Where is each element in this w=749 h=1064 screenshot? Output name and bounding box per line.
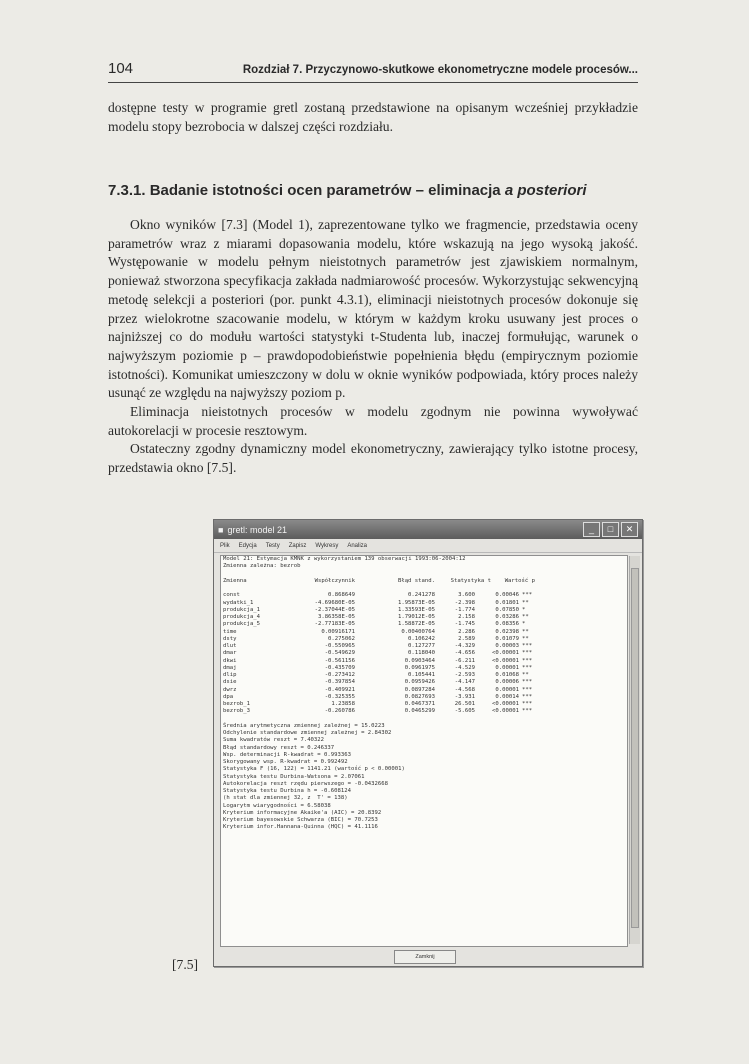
paragraph-1: Okno wyników [7.3] (Model 1), zaprezentowane tylko we fragmencie, przedstawia oceny parametrów wraz z miarami dopasowania modelu, które wskazują na jego wysoką jakość. Występowanie w modelu pełnym nieistotnych parametrów jest zjawiskiem normalnym, ponieważ stworzona specyfikacja zakłada nadmiarowość procesów. Wykorzystując sekwencyjną metodę selekcji a posteriori (por. punkt 4.3.1), eliminacji nieistotnych procesów dokonuje się przez wielokrotne szacowanie modelu, w którym w każdym kroku usuwany jest proces o najniższej co do modułu wartości statystyki t-Studenta lub, inaczej formułując, warunek o najwyższym poziomie p – prawdopodobieństwie popełnienia błędu (empirycznym poziomie istotności). Komunikat umieszczony w dolu w oknie wyników podpowiada, który proces należy usunąć ze względu na najwyższy poziom p. <box>108 217 638 401</box>
table-row: bezrob_1 1.23858 0.0467371 26.501 <0.00001 *** <box>223 701 533 707</box>
stat-line: Wsp. determinacji R-kwadrat = 0.993363 <box>223 751 351 758</box>
table-row: dmar -0.549629 0.118040 -4.656 <0.00001 *** <box>223 650 533 657</box>
figure-label: [7.5] <box>172 957 199 972</box>
table-row: produkcja_5 -2.77183E-05 1.58872E-05 -1.745 0.08356 * <box>223 621 526 628</box>
stat-line: (h stat dla zmiennej 32, z T' = 138) <box>223 795 348 802</box>
stat-line: Kryterium informacyjne Akaike'a (AIC) = 20.8392 <box>223 809 382 816</box>
window-titlebar[interactable] <box>214 520 642 539</box>
table-row: dlip -0.273412 0.105441 -2.593 0.01068 ** <box>223 672 529 678</box>
header-rule <box>108 82 638 83</box>
stat-line: Kryterium bayesowskie Schwarza (BIC) = 70.7253 <box>223 817 378 823</box>
model-output[interactable] <box>220 555 628 947</box>
gretl-model-window <box>213 519 643 967</box>
app-icon: ■ <box>218 524 224 535</box>
close-icon[interactable]: ✕ <box>621 522 638 537</box>
table-row: const 0.868649 0.241278 3.600 0.00046 *** <box>223 592 533 599</box>
stat-line: Logarytm wiarygodności = 6.58038 <box>223 802 331 809</box>
maximize-icon[interactable]: □ <box>602 522 619 537</box>
menu-item-edycja[interactable]: Edycja <box>238 542 257 549</box>
main-text <box>108 216 638 478</box>
table-row: dsty 0.275062 0.106242 2.589 0.01079 ** <box>223 635 529 642</box>
stat-line: Autokorelacja reszt rzędu pierwszego = -0.0432668 <box>223 780 389 787</box>
menu-item-testy[interactable]: Testy <box>265 542 280 549</box>
model-line: Model 21: Estymacja KMNK z wykorzystaniem 139 obserwacji 1993:06-2004:12 <box>223 556 466 562</box>
close-button[interactable]: Zamknij <box>394 950 456 964</box>
table-row: wydatki_1 -4.69680E-05 1.95873E-05 -2.398 0.01801 ** <box>223 599 529 606</box>
menu-item-plik[interactable]: Plik <box>220 542 230 549</box>
stat-line: Odchylenie standardowe zmiennej zależnej = 2.84302 <box>223 730 392 736</box>
table-row: dkwi -0.561156 0.0903464 -6.211 <0.00001 *** <box>223 657 533 664</box>
paragraph-2: Eliminacja nieistotnych procesów w modelu zgodnym nie powinna wywoływać autokorelacji w procesie resztowym. <box>108 404 638 438</box>
menu-item-analiza[interactable]: Analiza <box>347 542 368 549</box>
table-header: Zmienna Współczynnik Błąd stand. Statystyka t Wartość p <box>223 577 535 584</box>
page-number: 104 <box>108 60 134 77</box>
table-row: dwrz -0.409921 0.0897284 -4.568 0.00001 *** <box>223 686 533 693</box>
window-title: gretl: model 21 <box>227 524 287 535</box>
stat-line: Skorygowany wsp. R-kwadrat = 0.992492 <box>223 759 348 765</box>
table-row: bezrob_3 -0.260786 0.0465299 -5.605 <0.00001 *** <box>223 708 533 715</box>
stat-line: Kryterium infor.Hannana-Quinna (HQC) = 41.1116 <box>223 824 378 831</box>
stat-line: Statystyka F (16, 122) = 1141.21 (wartość p < 0.00001) <box>223 766 405 773</box>
table-row: dmaj -0.435709 0.0961975 -4.529 0.00001 *** <box>223 664 533 671</box>
section-title-italic: a posteriori <box>504 182 587 199</box>
running-title: Rozdział 7. Przyczynowo-skutkowe ekonometryczne modele procesów... <box>242 64 638 76</box>
stat-line: Suma kwadratów reszt = 7.40322 <box>223 737 325 744</box>
table-row: time 0.00916171 0.00400764 2.286 0.02398 ** <box>223 628 529 635</box>
page-header <box>108 60 638 77</box>
menu-item-zapisz[interactable]: Zapisz <box>288 542 307 549</box>
table-row: dsie -0.397854 0.0959426 -4.147 0.00006 *** <box>223 679 533 686</box>
stat-line: Statystyka testu Durbina-Watsona = 2.07061 <box>223 773 365 780</box>
section-heading <box>108 182 668 199</box>
intro-paragraph: dostępne testy w programie gretl zostaną przedstawione na opisanym wcześniej przykładzie modelu stopy bezrobocia w dalszej części rozdziału. <box>108 100 638 134</box>
dependent-variable-line: Zmienna zależna: bezrob <box>223 563 301 570</box>
menu-item-wykresy[interactable]: Wykresy <box>315 542 339 549</box>
scrollbar[interactable] <box>629 556 640 944</box>
table-row: dpa -0.325355 0.0827693 -3.931 0.00014 *** <box>223 693 533 700</box>
table-row: dlut -0.550965 0.127277 -4.329 0.00003 *** <box>223 643 533 649</box>
paragraph-3: Ostateczny zgodny dynamiczny model ekonometryczny, zawierający tylko istotne procesy, przedstawia okno [7.5]. <box>108 441 638 476</box>
scroll-thumb[interactable] <box>631 568 639 928</box>
stat-line: Średnia arytmetyczna zmiennej zależnej = 15.0223 <box>223 722 385 729</box>
stat-line: Błąd standardowy reszt = 0.246337 <box>223 744 335 751</box>
table-row: produkcja_1 -2.37044E-05 1.33593E-05 -1.774 0.07850 * <box>223 606 526 613</box>
table-row: produkcja_4 3.86358E-05 1.79012E-05 2.158 0.03286 ** <box>223 614 529 620</box>
stat-line: Statystyka testu Durbina h = -0.608124 <box>223 788 351 794</box>
menubar <box>214 539 642 553</box>
coefficient-table <box>221 592 627 715</box>
minimize-icon[interactable]: _ <box>583 522 600 537</box>
section-title: 7.3.1. Badanie istotności ocen parametrów – eliminacja <box>108 182 501 199</box>
model-statistics <box>221 723 627 832</box>
